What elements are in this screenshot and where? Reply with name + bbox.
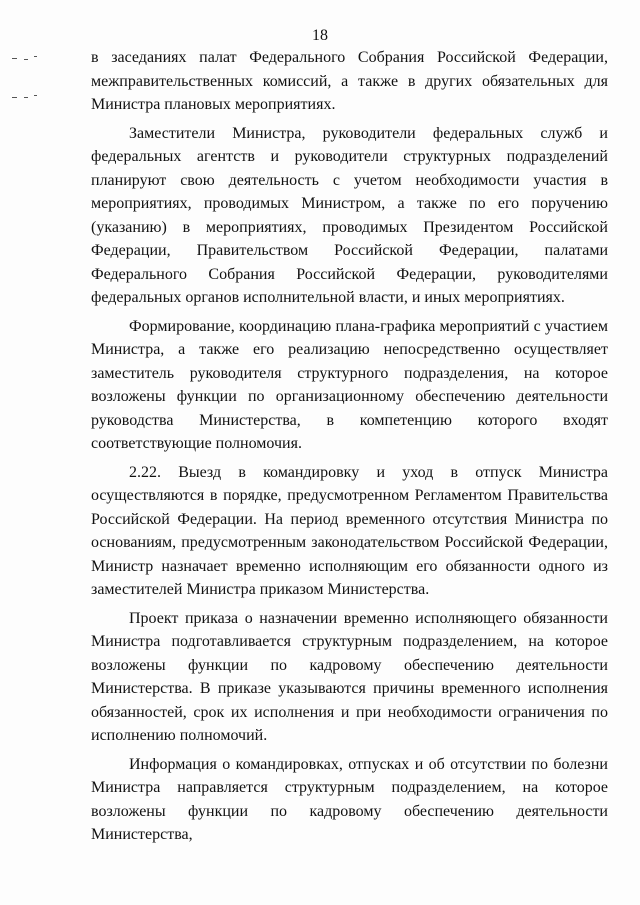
document-body: [91, 46, 608, 852]
paragraph: Информация о командировках, отпусках и об отсутствии по болезни Министра направляется структурным подразделением, на которое возложены функции по кадровому обеспечению деятельности Министерства,: [91, 755, 608, 843]
margin-scan-mark: [12, 92, 38, 100]
margin-scan-mark: [12, 54, 38, 62]
paragraph: 2.22. Выезд в командировку и уход в отпуск Министра осуществляются в порядке, предусмотренном Регламентом Правительства Российской Федерации. На период временного отсутствия Министра по основаниям, предусмотренным законодательством Российской Федерации, Министр назначает временно исполняющим его обязанности одного из заместителей Министра приказом Министерства.: [91, 463, 608, 598]
paragraph: в заседаниях палат Федерального Собрания Российской Федерации, межправительственных комиссий, а также в других обязательных для Министра плановых мероприятиях.: [91, 49, 608, 113]
paragraph: Проект приказа о назначении временно исполняющего обязанности Министра подготавливается структурным подразделением, на которое возложены функции по кадровому обеспечению деятельности Министерства. В приказе указываются причины временного исполнения обязанностей, срок их исполнения и при необходимости ограничения по исполнению полномочий.: [91, 609, 608, 744]
paragraph: Заместители Министра, руководители федеральных служб и федеральных агентств и руководители структурных подразделений планируют свою деятельность с учетом необходимости участия в мероприятиях, проводимых Министром, а также по его поручению (указанию) в мероприятиях, проводимых Президентом Российской Федерации, Правительством Российской Федерации, палатами Федерального Собрания Российской Федерации, руководителями федеральных органов исполнительной власти, и иных мероприятиях.: [91, 124, 608, 306]
paragraph: Формирование, координацию плана-графика мероприятий с участием Министра, а также его реализацию непосредственно осуществляет заместитель руководителя структурного подразделения, на которое возложены функции по организационному обеспечению деятельности руководства Министерства, в компетенцию которого входят соответствующие полномочия.: [91, 317, 608, 452]
page-number: 18: [312, 27, 328, 44]
